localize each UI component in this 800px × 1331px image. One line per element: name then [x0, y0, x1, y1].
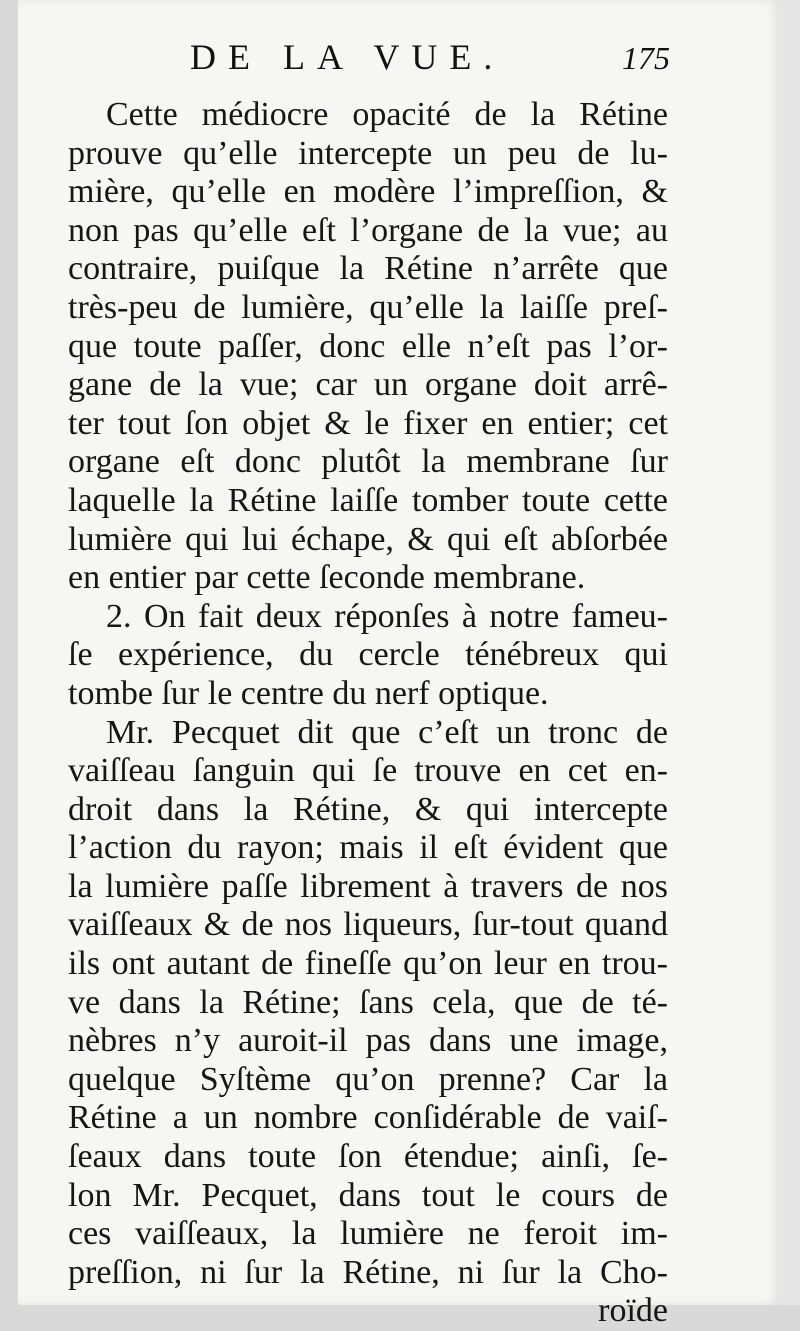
text-line: l’action du rayon; mais il eſt évident que [68, 829, 668, 867]
text-line: non pas qu’elle eſt l’organe de la vue; au [68, 211, 668, 249]
book-page [18, 0, 780, 1330]
text-line: nèbres n’y auroit-il pas dans une image, [68, 1022, 668, 1060]
text-line: la lumière paſſe librement à travers de nos [68, 867, 668, 905]
text-line: gane de la vue; car un organe doit arrê- [68, 366, 668, 404]
text-line: mière, qu’elle en modère l’impreſſion, & [68, 173, 668, 211]
text-line: très-peu de lumière, qu’elle la laiſſe preſ- [68, 288, 668, 326]
text-line: ſeaux dans toute ſon étendue; ainſi, ſe- [68, 1138, 668, 1176]
page-header [190, 36, 670, 86]
text-line: quelque Syſtème qu’on prenne? Car la [68, 1060, 668, 1098]
text-line: ces vaiſſeaux, la lumière ne feroit im- [68, 1215, 668, 1253]
text-line: preſſion, ni ſur la Rétine, ni ſur la Cho- [68, 1253, 668, 1291]
text-line: Mr. Pecquet dit que c’eſt un tronc de [106, 713, 668, 751]
text-line: prouve qu’elle intercepte un peu de lu- [68, 134, 668, 172]
text-line: organe eſt donc plutôt la membrane ſur [68, 443, 668, 481]
text-line: tombe ſur le centre du nerf optique. [68, 674, 549, 712]
text-line: ter tout ſon objet & le fixer en entier; cet [68, 404, 668, 442]
text-line: lumière qui lui échape, & qui eſt abſorbée [68, 520, 668, 558]
catchword: roïde [598, 1292, 668, 1330]
text-line: ils ont autant de fineſſe qu’on leur en trou- [68, 945, 668, 983]
running-head: DE LA VUE. [190, 37, 505, 77]
text-line: lon Mr. Pecquet, dans tout le cours de [68, 1176, 668, 1214]
text-line: vaiſſeaux & de nos liqueurs, ſur-tout quand [68, 906, 668, 944]
text-line: Rétine a un nombre conſidérable de vaiſ- [68, 1099, 668, 1137]
text-line: contraire, puiſque la Rétine n’arrête que [68, 250, 668, 288]
text-line: ſe expérience, du cercle ténébreux qui [68, 636, 668, 674]
text-line: droit dans la Rétine, & qui intercepte [68, 790, 668, 828]
text-line: 2. On fait deux réponſes à notre fameu- [106, 597, 668, 635]
text-line: vaiſſeau ſanguin qui ſe trouve en cet en- [68, 752, 668, 790]
text-line: laquelle la Rétine laiſſe tomber toute cette [68, 481, 668, 519]
text-line: que toute paſſer, donc elle n’eſt pas l’or- [68, 327, 668, 365]
body-text [68, 96, 668, 1331]
page-number: 175 [622, 40, 670, 76]
text-line: en entier par cette ſeconde membrane. [68, 559, 586, 597]
text-line: Cette médiocre opacité de la Rétine [106, 96, 668, 133]
text-line: ve dans la Rétine; ſans cela, que de té- [68, 983, 668, 1021]
facing-page-edge [780, 0, 800, 1305]
